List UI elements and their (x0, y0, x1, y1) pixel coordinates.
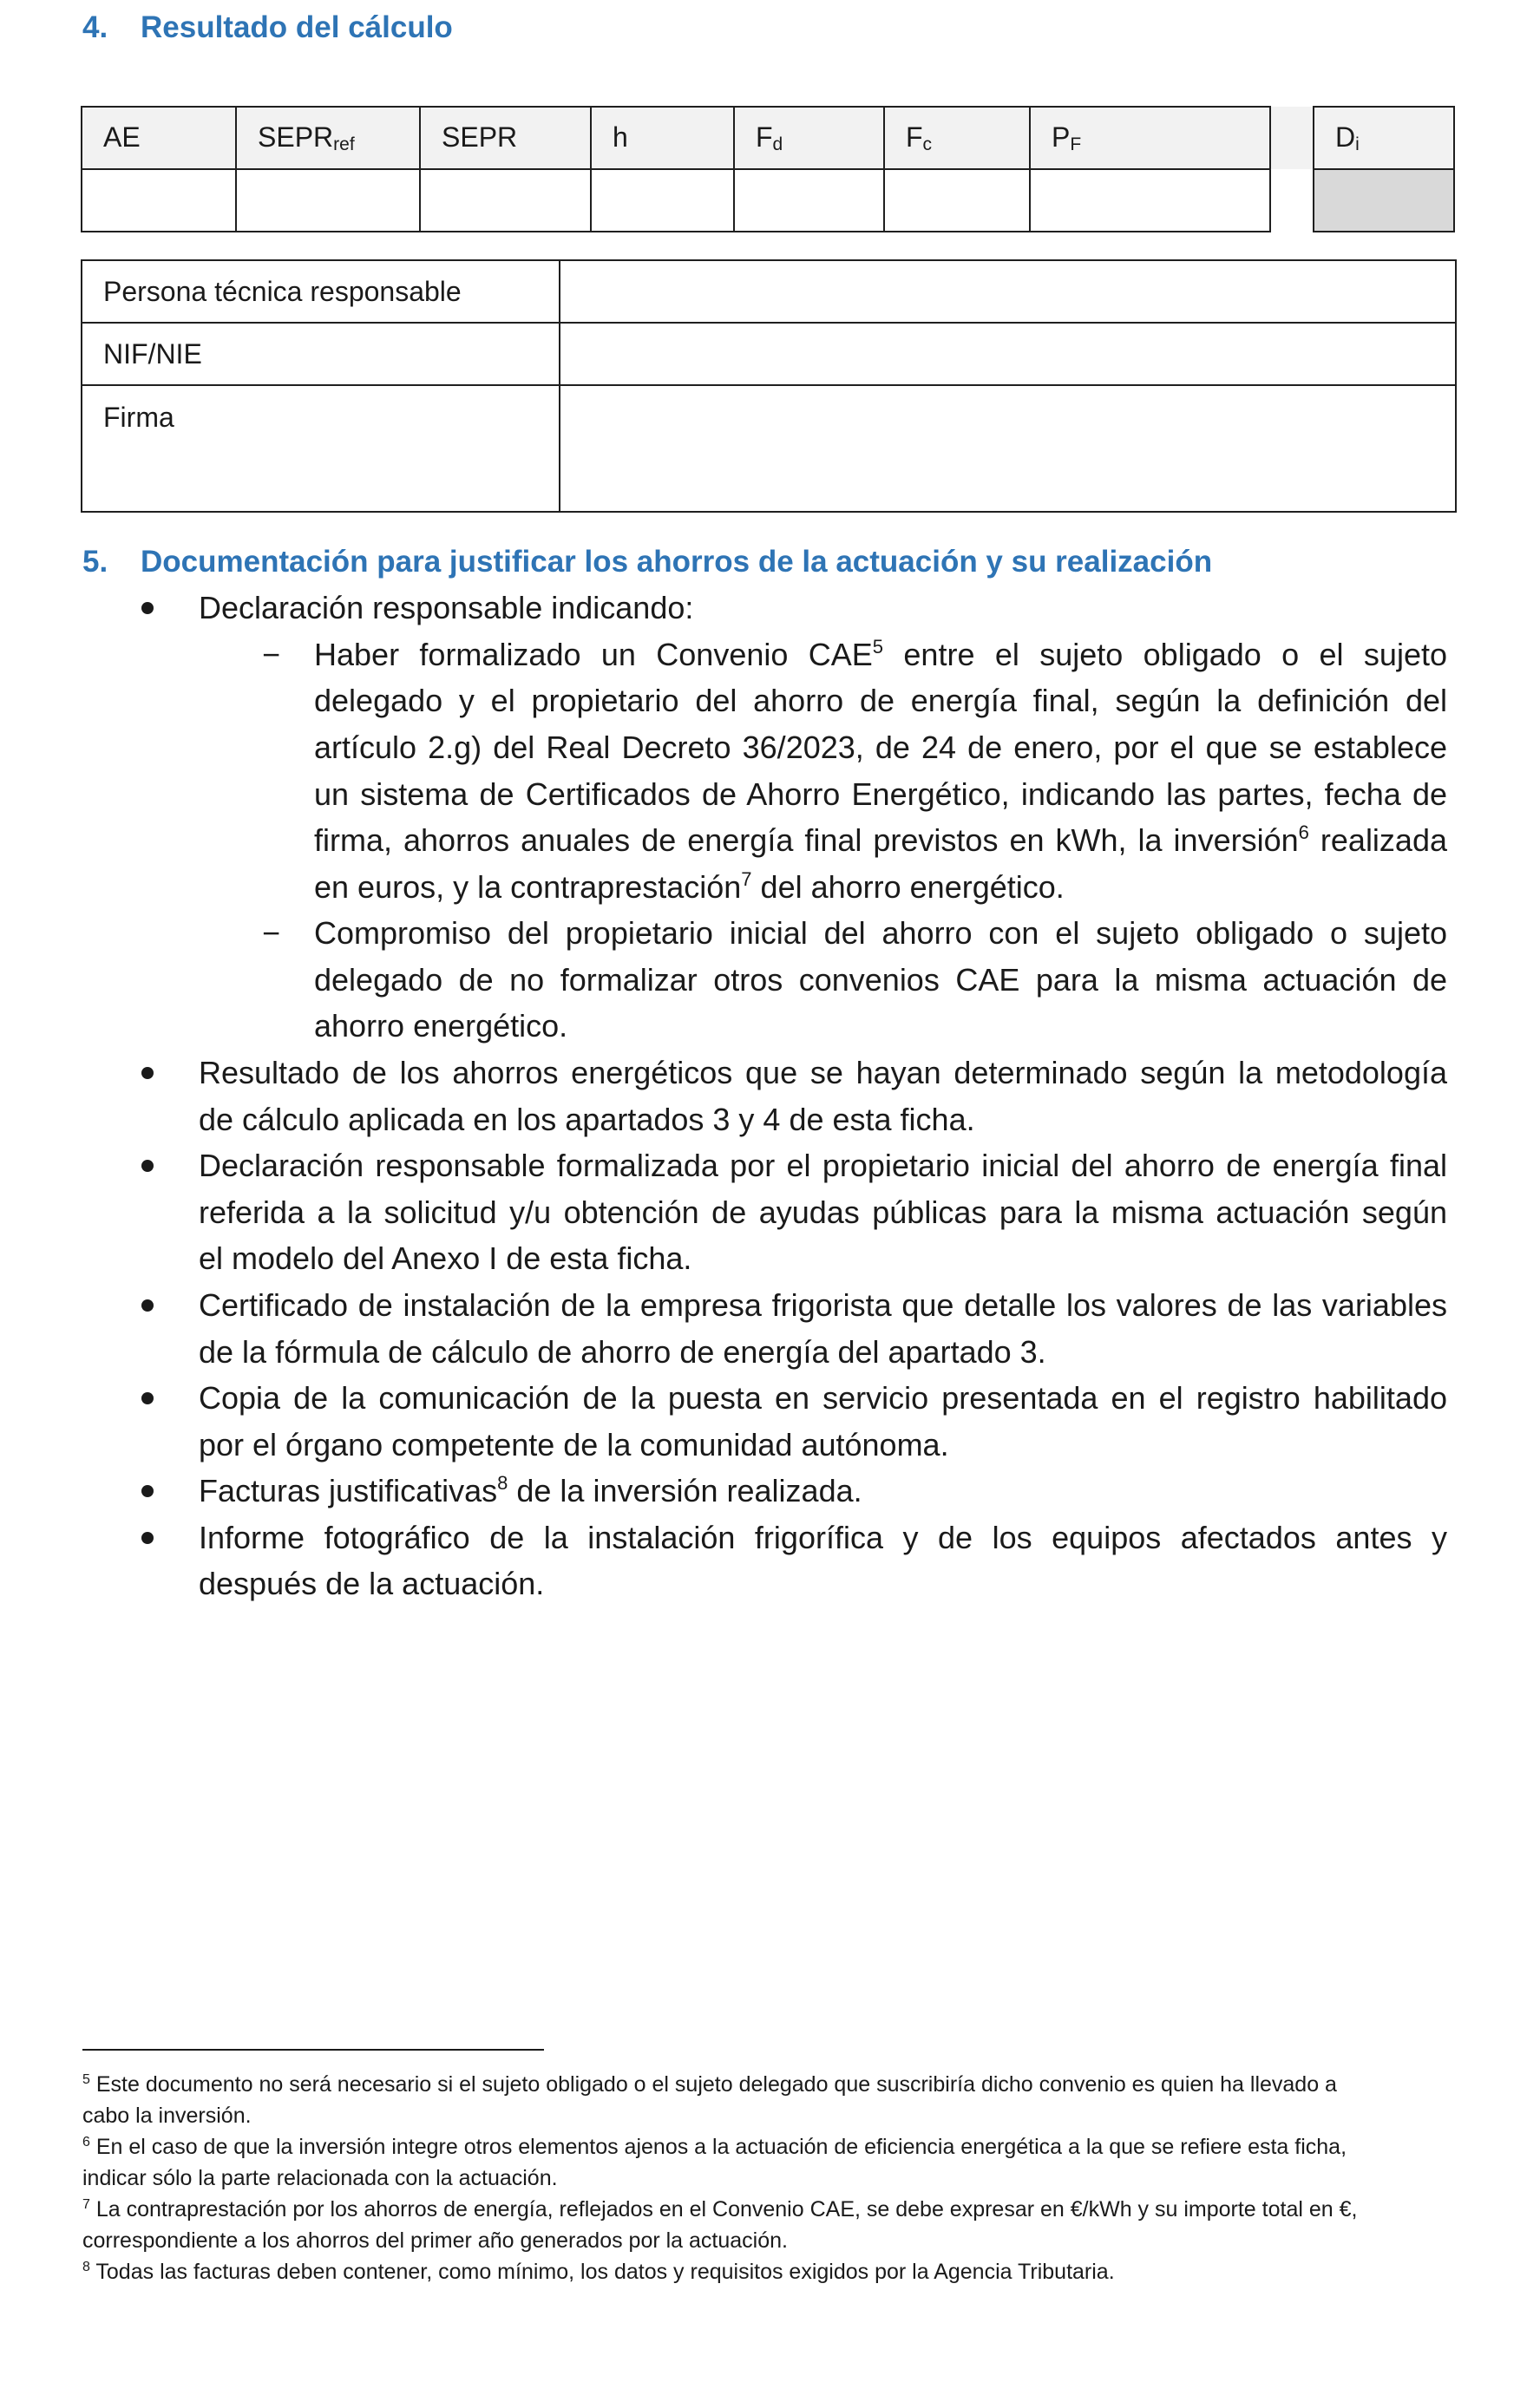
table-gap (1270, 107, 1314, 169)
footnote-7: $^7$ La contraprestación por los ahorros de energía, reflejados en el Convenio CAE, se debe expresar en €/kWh y su importe total en €, (82, 2197, 1358, 2222)
footnote-6-cont: indicar sólo la parte relacionada con la actuación. (82, 2166, 558, 2190)
bullet-icon (141, 1485, 154, 1497)
bullet-icon (141, 602, 154, 614)
list-item-line: referida a la solicitud y/u obtención de ayudas públicas para la misma actuación según (199, 1194, 1447, 1230)
signature-field[interactable] (560, 385, 1456, 512)
header-cell-pf: $P_F$ (1030, 107, 1270, 169)
header-cell-h: h (591, 107, 734, 169)
value-cell-fd[interactable] (734, 169, 884, 232)
header-cell-sepr: SEPR (420, 107, 591, 169)
list-item-line: después de la actuación. (199, 1566, 545, 1601)
nif-nie-field[interactable] (560, 323, 1456, 385)
label-nif-nie: NIF/NIE (82, 323, 560, 385)
list-item-line: artículo 2.g) del Real Decreto 36/2023, de 24 de enero, por el que se establece (314, 730, 1447, 765)
list-item-line: Resultado de los ahorros energéticos que se hayan determinado según la metodología (199, 1055, 1447, 1090)
technician-field[interactable] (560, 260, 1456, 323)
header-cell-sepr-ref: $SEPR_{ref}$ (236, 107, 420, 169)
header-cell-fc: $F_c$ (884, 107, 1030, 169)
dash-icon: − (262, 915, 281, 951)
value-cell-sepr[interactable] (420, 169, 591, 232)
section-number: 4. (82, 10, 108, 44)
list-item: Declaración responsable indicando: (199, 590, 694, 625)
bullet-icon (141, 1392, 154, 1404)
dash-icon: − (262, 637, 281, 672)
value-cell-pf[interactable] (1030, 169, 1270, 232)
footnote-separator (82, 2049, 544, 2051)
table-gap (1270, 169, 1314, 232)
bullet-icon (141, 1160, 154, 1172)
value-cell-fc[interactable] (884, 169, 1030, 232)
list-item-line: delegado de no formalizar otros convenios CAE para la misma actuación de (314, 962, 1447, 998)
calculation-result-table (81, 106, 1455, 232)
header-cell-ae: AE (82, 107, 236, 169)
list-item-line: Certificado de instalación de la empresa frigorista que detalle los valores de las variables (199, 1287, 1447, 1323)
section-title: Documentación para justificar los ahorros de la actuación y su realización (141, 545, 1213, 579)
list-item-line: delegado y el propietario del ahorro de energía final, según la definición del (314, 683, 1447, 718)
section-4-heading (82, 9, 453, 47)
footnote-7-cont: correspondiente a los ahorros del primer año generados por la actuación. (82, 2228, 788, 2253)
footnote-6: $^6$ En el caso de que la inversión integre otros elementos ajenos a la actuación de eficiencia energética a la que se refiere esta ficha, (82, 2135, 1347, 2159)
footnote-5-cont: cabo la inversión. (82, 2104, 252, 2128)
bullet-icon (141, 1532, 154, 1544)
table-header-row (82, 107, 1454, 169)
value-cell-sepr-ref[interactable] (236, 169, 420, 232)
header-cell-fd: $F_d$ (734, 107, 884, 169)
list-item-line: Haber formalizado un Convenio CAE$^5$ entre el sujeto obligado o el sujeto (314, 636, 1447, 672)
footnote-5: $^5$ Este documento no será necesario si el sujeto obligado o el sujeto delegado que suscribiría dicho convenio es quien ha llevado a (82, 2072, 1337, 2097)
list-item-line: ahorro energético. (314, 1008, 568, 1044)
list-item-line: Declaración responsable formalizada por el propietario inicial del ahorro de energía final (199, 1148, 1447, 1183)
label-signature: Firma (82, 385, 560, 512)
table-row (82, 385, 1456, 512)
list-item-line: por el órgano competente de la comunidad autónoma. (199, 1427, 949, 1462)
value-cell-ae[interactable] (82, 169, 236, 232)
list-item-line: de cálculo aplicada en los apartados 3 y 4 de esta ficha. (199, 1102, 975, 1137)
list-item-line: Facturas justificativas$^8$ de la inversión realizada. (199, 1472, 862, 1508)
list-item-line: un sistema de Certificados de Ahorro Energético, indicando las partes, fecha de (314, 776, 1447, 812)
label-technician: Persona técnica responsable (82, 260, 560, 323)
list-item-line: Compromiso del propietario inicial del ahorro con el sujeto obligado o sujeto (314, 915, 1447, 951)
list-item-line: firma, ahorros anuales de energía final previstos en kWh, la inversión$^6$ realizada (314, 821, 1447, 858)
list-item-line: el modelo del Anexo I de esta ficha. (199, 1240, 692, 1276)
table-row (82, 323, 1456, 385)
responsible-person-table (81, 259, 1457, 513)
header-cell-di: $D_i$ (1314, 107, 1454, 169)
value-cell-h[interactable] (591, 169, 734, 232)
list-item-line: en euros, y la contraprestación$^7$ del ahorro energético. (314, 868, 1065, 905)
section-number: 5. (82, 545, 108, 579)
value-cell-di[interactable] (1314, 169, 1454, 232)
section-title: Resultado del cálculo (141, 10, 453, 44)
table-value-row (82, 169, 1454, 232)
bullet-icon (141, 1299, 154, 1312)
footnote-8: $^8$ Todas las facturas deben contener, como mínimo, los datos y requisitos exigidos por la Agencia Tributaria. (82, 2260, 1115, 2284)
list-item-line: de la fórmula de cálculo de ahorro de energía del apartado 3. (199, 1334, 1046, 1370)
list-item-line: Copia de la comunicación de la puesta en servicio presentada en el registro habilitado (199, 1380, 1447, 1416)
bullet-icon (141, 1067, 154, 1079)
table-row (82, 260, 1456, 323)
section-5-heading (82, 543, 1212, 581)
list-item-line: Informe fotográfico de la instalación frigorífica y de los equipos afectados antes y (199, 1520, 1447, 1555)
